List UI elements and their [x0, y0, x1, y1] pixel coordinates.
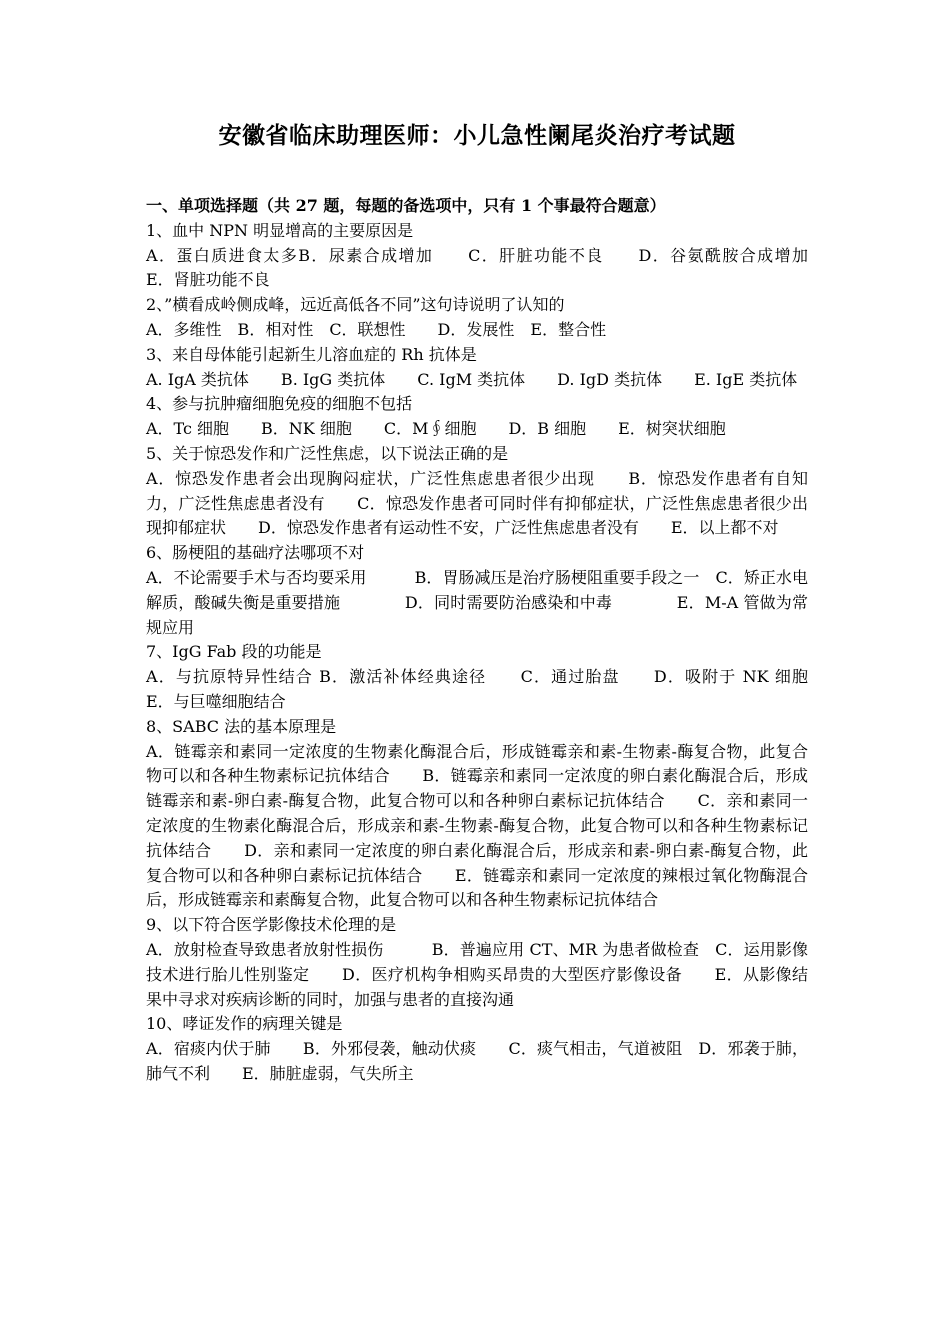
question-options: A．放射检查导致患者放射性损伤 B．普遍应用 CT、MR 为患者做检查 C．运用影像技术进行胎儿性别鉴定 D．医疗机构争相购买昂贵的大型医疗影像设备 E．从影像结果中寻求对疾病诊断的同时，加强与患者的直接沟通 — [146, 939, 808, 1009]
question-item — [146, 541, 808, 640]
question-list — [146, 219, 841, 1087]
question-options: A．惊恐发作患者会出现胸闷症状，广泛性焦虑患者很少出现 B．惊恐发作患者有自知力，广泛性焦虑患者没有 C．惊恐发作患者可同时伴有抑郁症状，广泛性焦虑患者很少出现抑郁症状 D．惊恐发作患者有运动性不安，广泛性焦虑患者没有 E．以上都不对 — [146, 468, 808, 538]
question-stem: 5、关于惊恐发作和广泛性焦虑，以下说法正确的是 — [146, 443, 509, 463]
question-stem: 7、IgG Fab 段的功能是 — [146, 642, 322, 662]
question-options: A．与抗原特异性结合 B．激活补体经典途径 C．通过胎盘 D．吸附于 NK 细胞 E．与巨噬细胞结合 — [146, 667, 841, 711]
question-item — [146, 640, 841, 714]
question-stem: 9、以下符合医学影像技术伦理的是 — [146, 915, 397, 935]
question-options: A．链霉亲和素同一定浓度的生物素化酶混合后，形成链霉亲和素-生物素-酶复合物，此复合物可以和各种生物素标记抗体结合 B．链霉亲和素同一定浓度的卵白素化酶混合后，形成链霉亲和素-卵白素-酶复合物，此复合物可以和各种卵白素标记抗体结合 C．亲和素同一定浓度的生物素化酶混合后，形成亲和素-生物素-酶复合物，此复合物可以和各种生物素标记抗体结合 D．亲和素同一定浓度的卵白素化酶混合后，形成亲和素-卵白素-酶复合物，此复合物可以和各种卵白素标记抗体结合 E．链霉亲和素同一定浓度的辣根过氧化物酶混合后，形成链霉亲和素酶复合物，此复合物可以和各种生物素标记抗体结合 — [146, 741, 808, 910]
question-stem: 10、哮证发作的病理关键是 — [146, 1014, 343, 1034]
question-item — [146, 715, 808, 913]
question-item — [146, 1012, 808, 1086]
question-options: A．宿痰内伏于肺 B．外邪侵袭，触动伏痰 C．痰气相击，气道被阻 D．邪袭于肺，肺气不利 E．肺脏虚弱，气失所主 — [146, 1039, 808, 1083]
question-stem: 3、来自母体能引起新生儿溶血症的 Rh 抗体是 — [146, 344, 477, 364]
question-options: A．Tc 细胞 B．NK 细胞 C．M∮细胞 D．B 细胞 E．树突状细胞 — [146, 419, 726, 439]
question-stem: 8、SABC 法的基本原理是 — [146, 716, 337, 736]
question-item — [146, 392, 808, 442]
question-stem: 1、血中 NPN 明显增高的主要原因是 — [146, 220, 414, 240]
question-options: A．蛋白质进食太多B．尿素合成增加 C．肝脏功能不良 D．谷氨酰胺合成增加 E．肾脏功能不良 — [146, 245, 841, 290]
document-title: 安徽省临床助理医师：小儿急性阑尾炎治疗考试题 — [218, 123, 736, 149]
question-stem: 6、肠梗阻的基础疗法哪项不对 — [146, 543, 365, 563]
question-stem: 2、”横看成岭侧成峰，远近高低各不同”这句诗说明了认知的 — [146, 295, 565, 315]
question-options: A．多维性 B．相对性 C．联想性 D．发展性 E．整合性 — [146, 319, 607, 339]
document-page — [146, 118, 841, 1087]
question-item — [146, 442, 808, 541]
question-item — [146, 913, 808, 1012]
question-item — [146, 293, 808, 343]
question-stem: 4、参与抗肿瘤细胞免疫的细胞不包括 — [146, 394, 413, 414]
question-options: A．不论需要手术与否均要采用 B．胃肠减压是治疗肠梗阻重要手段之一 C．矫正水电解质，酸碱失衡是重要措施 D．同时需要防治感染和中毒 E．M-A 管做为常规应用 — [146, 567, 808, 637]
question-item — [146, 343, 808, 393]
question-item — [146, 219, 841, 293]
section-heading: 一、单项选择题（共 27 题，每题的备选项中，只有 1 个事最符合题意） — [146, 196, 666, 215]
question-options: A. IgA 类抗体 B. IgG 类抗体 C. IgM 类抗体 D. IgD 类抗体 E. IgE 类抗体 — [146, 369, 798, 389]
